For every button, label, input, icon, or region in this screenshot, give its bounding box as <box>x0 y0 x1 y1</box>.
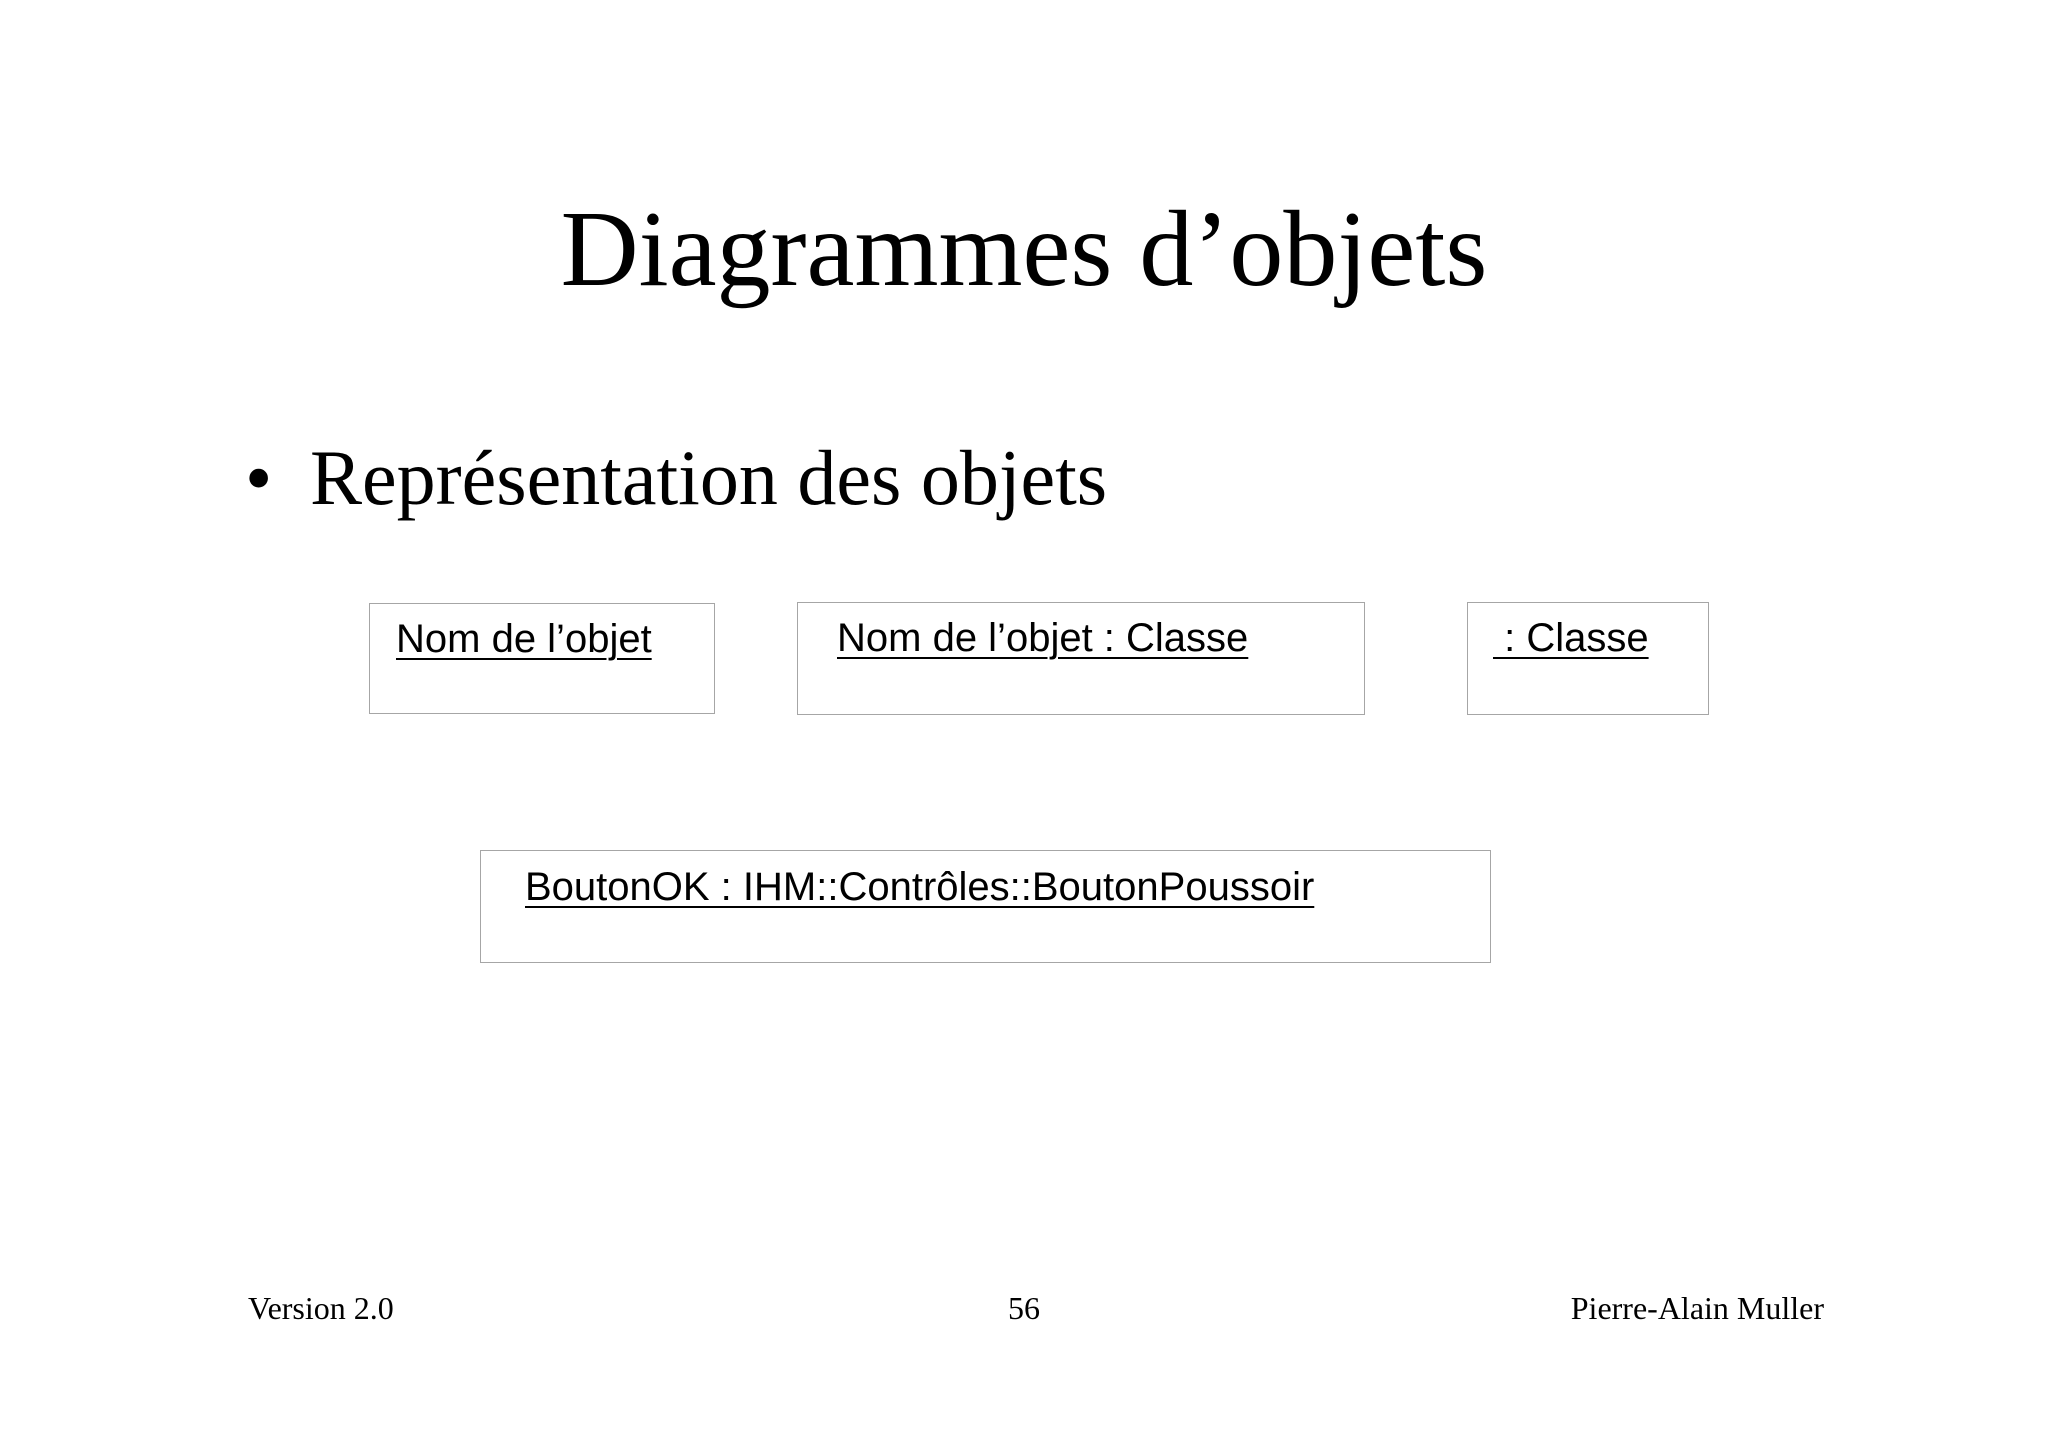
footer-version: Version 2.0 <box>248 1290 394 1326</box>
footer-page-number: 56 <box>1008 1290 1040 1326</box>
object-label-nom-objet-classe: Nom de l’objet : Classe <box>837 616 1249 660</box>
object-label-anonymous-classe: : Classe <box>1493 616 1649 660</box>
object-label-nom-objet: Nom de l’objet <box>396 617 652 661</box>
footer-author: Pierre-Alain Muller <box>1570 1290 1824 1326</box>
bullet-item <box>245 430 1107 526</box>
object-label-boutonok: BoutonOK : IHM::Contrôles::BoutonPoussoir <box>525 865 1315 909</box>
slide-title: Diagrammes d’objets <box>560 190 1488 309</box>
bullet-text: Représentation des objets <box>310 434 1108 521</box>
bullet-dot-icon: • <box>245 434 273 521</box>
